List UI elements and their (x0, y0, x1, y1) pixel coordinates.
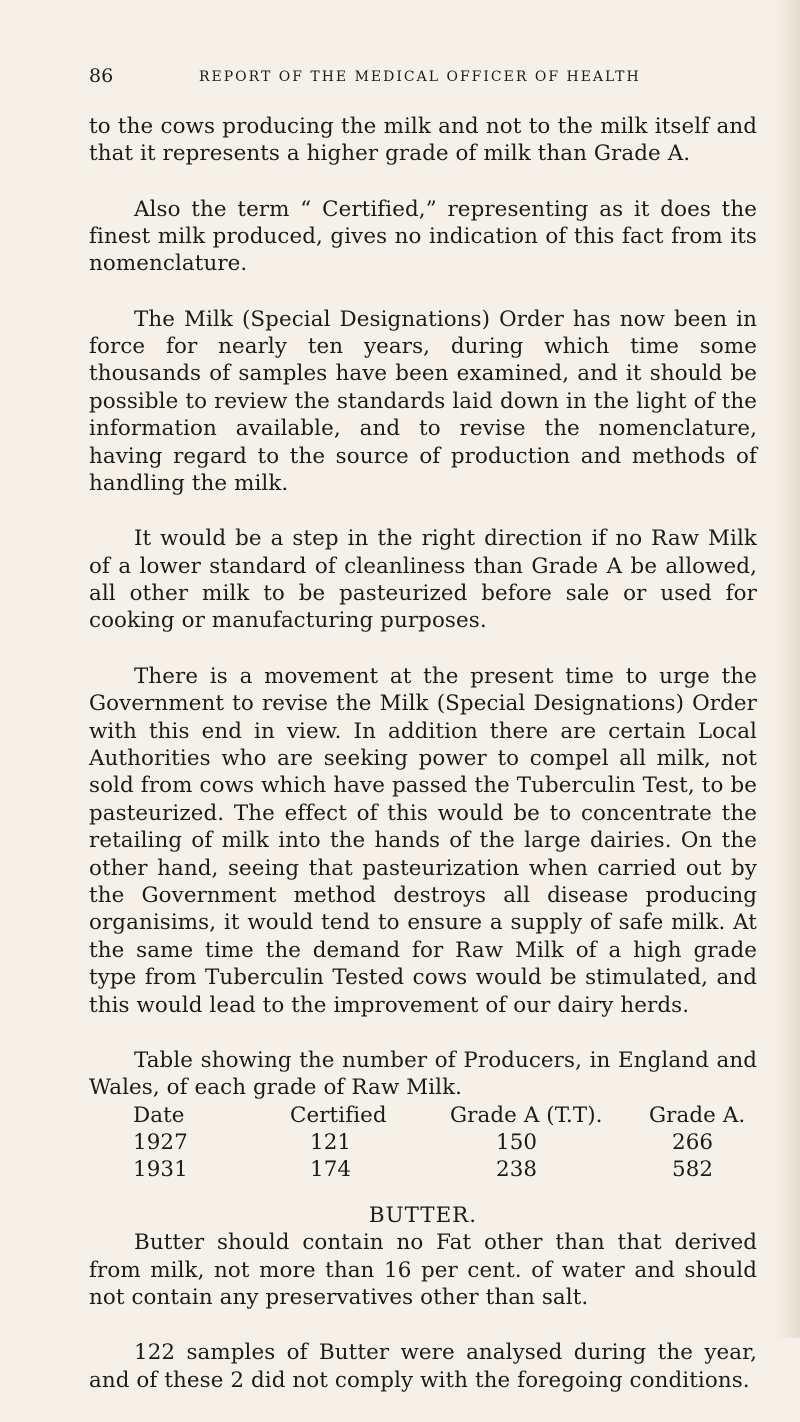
page-header (89, 64, 760, 88)
paragraph-certified-term: Also the term “ Certified,” representing as it does the finest milk produced, gives no indication of this fact from its nomenclature. (89, 196, 757, 277)
paragraph-butter-samples: 122 samples of Butter were analysed during the year, and of these 2 did not comply with the foregoing conditions. (89, 1340, 757, 1393)
paragraph-raw-milk-standard: It would be a step in the right direction if no Raw Milk of a lower standard of cleanliness than Grade A be allowed, all other milk to be pasteurized before sale or used for cooking or manufacturing purposes. (89, 526, 757, 634)
body-text (89, 113, 757, 1422)
table-cell-certified: 174 (310, 1157, 352, 1183)
table-cell-grade-a: 266 (672, 1129, 714, 1155)
producers-table (89, 1102, 757, 1184)
running-head: REPORT OF THE MEDICAL OFFICER OF HEALTH (199, 69, 641, 85)
paragraph-movement-pasteurization: There is a movement at the present time to urge the Government to revise the Milk (Special Designations) Order with this end in view. In addition there are certain Local Authorities who are seeking power to compel all milk, not sold from cows which have passed the Tuberculin Test, to be pasteurized. The effect of this would be to concentrate the retailing of milk into the hands of the large dairies. On the other hand, seeing that pasteurization when carried out by the Government method destroys all disease producing organisims, it would tend to ensure a supply of safe milk. At the same time the demand for Raw Milk of a high grade type from Tuberculin Tested cows would be stimulated, and this would lead to the improvement of our dairy herds. (89, 663, 757, 1018)
table-cell-grade-a-tt: 150 (496, 1129, 538, 1155)
table-cell-date: 1931 (133, 1157, 188, 1183)
table-cell-grade-a: 582 (672, 1157, 714, 1183)
table-header-date: Date (133, 1102, 185, 1128)
paragraph-butter-standard: Butter should contain no Fat other than that derived from milk, not more than 16 per cent. of water and should not contain any preservatives other than salt. (89, 1230, 757, 1310)
table-cell-certified: 121 (310, 1129, 352, 1155)
table-header-grade-a: Grade A. (649, 1102, 746, 1128)
butter-heading: BUTTER. (368, 1202, 478, 1228)
paragraph-continuation: to the cows producing the milk and not to the milk itself and that it represents a higher grade of milk than Grade A. (89, 114, 757, 167)
table-row (89, 1129, 757, 1156)
table-header-grade-a-tt: Grade A (T.T). (450, 1102, 603, 1128)
table-header-certified: Certified (290, 1102, 387, 1128)
table-row (89, 1156, 757, 1183)
table-header-row (89, 1102, 757, 1129)
table-cell-date: 1927 (133, 1129, 188, 1155)
page-number: 86 (89, 65, 114, 87)
table-cell-grade-a-tt: 238 (496, 1157, 538, 1183)
paragraph-table-intro: Table showing the number of Producers, in England and Wales, of each grade of Raw Milk. (89, 1047, 757, 1101)
page-edge-shadow (776, 0, 800, 1338)
paragraph-special-designations-order: The Milk (Special Designations) Order has now been in force for nearly ten years, during which time some thousands of samples have been examined, and it should be possible to review the standards laid down in the light of the information available, and to revise the nomenclature, having regard to the source of production and methods of handling the milk. (89, 306, 757, 497)
